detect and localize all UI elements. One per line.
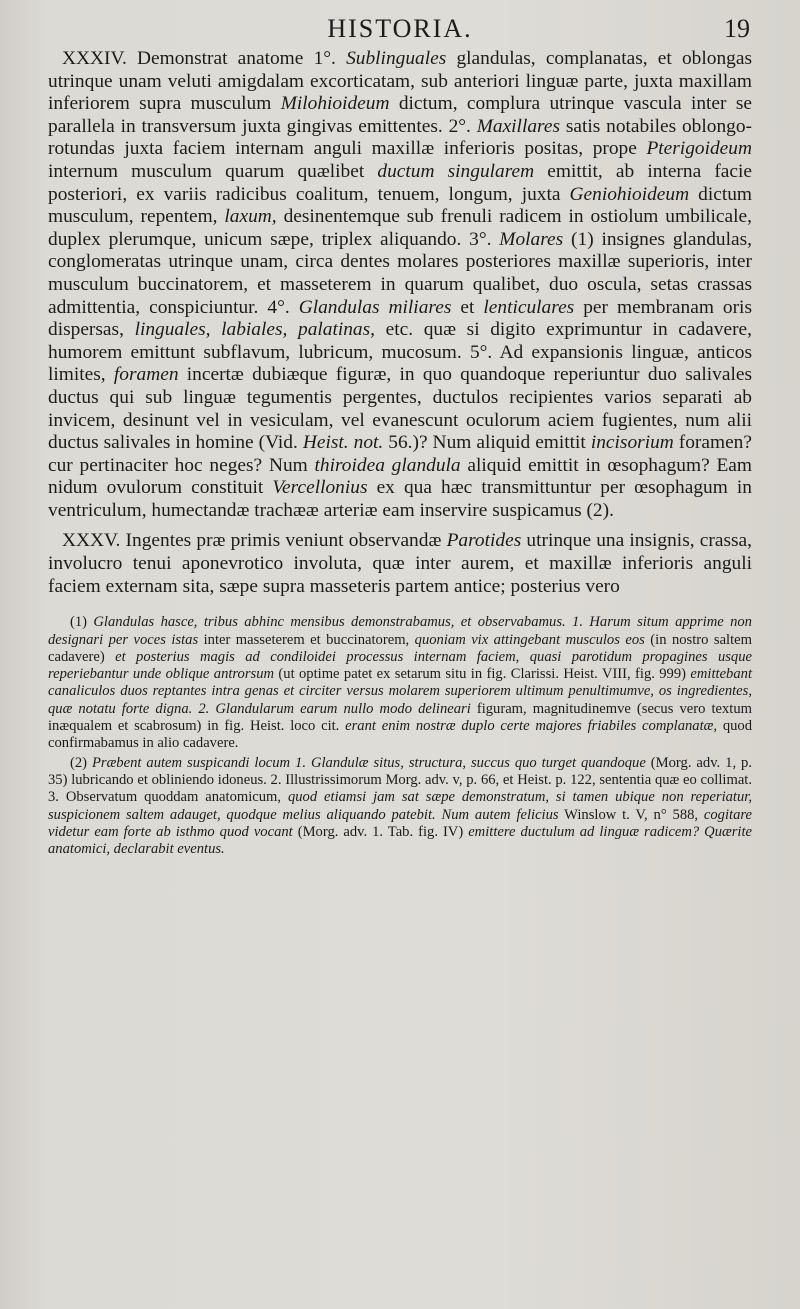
- italic-run: cogitare videtur eam forte ab isthmo quod vocant: [48, 806, 752, 840]
- text-run: quod confirmabamus in alio cadavere.: [48, 718, 753, 752]
- footnote-marker: (2): [70, 754, 92, 771]
- text-run: desinentemque sub frenuli radicem in ostiolum umbilicale, duplex plerumque, unicum sæpe, triplex aliquando. 3°.: [48, 206, 752, 250]
- footnote-marker: (1): [70, 614, 94, 631]
- text-run: emittit, ab interna facie posteriori, ex variis radicibus coalitum, tenuem, longum, juxta: [48, 160, 752, 205]
- text-run: satis notabiles oblongo-rotundas juxta faciem internam anguli maxillæ inferioris positas, prope: [48, 115, 752, 160]
- italic-term: Pterigoideum: [646, 138, 752, 160]
- italic-term: laxum,: [224, 206, 277, 228]
- italic-run: emittere ductulum ad linguæ radicem? Quærite anatomici, declarabit eventus.: [48, 823, 752, 858]
- text-run: etc. quæ si digito exprimuntur in cadavere, humorem emittunt subflavum, lubricum, mucosum. 5°. Ad expansionis linguæ, anticos limites,: [48, 319, 752, 386]
- text-run: dictum musculum, repentem,: [48, 183, 753, 228]
- text-run: (Morg. adv. 1. Tab. fig. IV): [292, 823, 469, 840]
- italic-term: thiroidea glandula: [314, 454, 461, 476]
- footnote-1: [48, 614, 752, 752]
- italic-run: emittebant canaliculos duos reptantes intra genas et circiter versus molarem superiorem ultimum penultimumve, os ingredientes, quæ notatu forte digna. 2. Glandularum earum nullo modo delineari: [48, 666, 752, 717]
- running-title: HISTORIA.: [327, 14, 473, 43]
- text-run: et: [451, 296, 484, 318]
- italic-term: Sublinguales: [346, 48, 447, 69]
- text-run: (1) insignes glandulas, conglomeratas utrinque unam, circa dentes molares posteriores maxillæ superioris, inter musculum buccinatorem, et masseterem in quarum qualibet, duo oscula, setas crassas admittentia, conspiciuntur. 4°.: [48, 228, 753, 318]
- text-run: (Morg. adv. 1, p. 35) lubricando et obliniendo idoneus. 2. Illustrissimorum Morg. adv. v, p. 66, et Heist. p. 122, sententia quæ eo collimat. 3. Observatum quoddam anatomicum,: [48, 754, 753, 806]
- italic-run: Præbent autem suspicandi locum 1. Glandulæ situs, structura, succus quo turget quandoque: [91, 754, 646, 771]
- text-run: (in nostro saltem cadavere): [48, 631, 752, 665]
- text-run: per membranam oris dispersas,: [48, 296, 752, 341]
- italic-term: Vercellonius: [272, 477, 368, 499]
- italic-term: Maxillares: [476, 115, 561, 137]
- text-run: utrinque una insignis, crassa, involucro tenui aponevrotico involuta, quæ inter aurem, et maxillæ inferioris anguli faciem externam sita, sæpe supra masseteris partem antice; posterius vero: [48, 530, 752, 597]
- italic-term: Parotides: [446, 530, 522, 552]
- text-run: Winslow t. V, n° 588,: [558, 806, 704, 823]
- page-header: [48, 0, 752, 44]
- italic-term: ductum singularem: [377, 160, 535, 182]
- paragraph-xxxv: [48, 530, 752, 598]
- italic-term: Glandulas miliares: [298, 296, 452, 318]
- text-run: aliquid emittit in œsophagum? Eam nidum ovulorum constituit: [48, 454, 752, 499]
- text-run: inter masseterem et buccinatorem,: [198, 631, 415, 648]
- italic-run: erant enim nostræ duplo certe majores friabiles complanatæ,: [345, 718, 718, 735]
- text-run: (ut optime patet ex setarum situ in fig. Clarissi. Heist. VIII, fig. 999): [274, 666, 691, 683]
- italic-term: Heist. not.: [302, 432, 384, 454]
- italic-run: Glandulas hasce, tribus abhinc mensibus demonstrabamus, et observabamus. 1. Harum situm apprime non designari per voces istas: [48, 614, 752, 648]
- footnotes: [48, 614, 752, 858]
- italic-term: foramen: [113, 364, 179, 386]
- page-number: 19: [724, 14, 750, 43]
- italic-run: quod etiamsi jam sat sæpe demonstratum, si tamen ubique non reperiatur, suspicionem saltem adauget, quodque melius aliquando patebit. Num autem felicius: [48, 789, 752, 823]
- text-run: glandulas, complanatas, et oblongas utrinque unam veluti amigdalam excorticatam, sub anteriori linguæ parte, juxta maxillam inferiorem supra musculum: [48, 48, 753, 115]
- italic-term: incisorium: [590, 432, 674, 454]
- italic-run: et posterius magis ad condiloidei processus internam faciem, quasi parotidum propagines usque reperiebantur unde oblique antrorsum: [48, 648, 752, 683]
- text-run: figuram, magnitudinemve (secus vero textum inæqualem et scabrosum) in fig. Heist. loco cit.: [48, 700, 752, 735]
- main-text: [48, 48, 752, 598]
- italic-term: Milohioideum: [280, 93, 390, 115]
- footnote-2: [48, 755, 752, 859]
- italic-run: quoniam vix attingebant musculos eos: [414, 631, 645, 648]
- italic-term: linguales, labiales, palatinas,: [134, 319, 376, 341]
- text-run: internum musculum quarum quælibet: [48, 160, 378, 182]
- text-run: foramen? cur pertinaciter hoc neges? Num: [48, 432, 752, 476]
- italic-term: Geniohioideum: [569, 183, 690, 205]
- text-run: 56.)? Num aliquid emittit: [383, 432, 591, 454]
- text-run: incertæ dubiæque figuræ, in quo quandoque reperiuntur duo salivales ductus qui sub linguæ tegumentis pergentes, ductulos recipientes varios separati ab invicem, desinunt vel in vesiculam, vel evanescunt oculorum aciem fugientes, num alii ductus salivales in homine (Vid.: [48, 364, 752, 454]
- paragraph-xxxiv: [48, 48, 752, 522]
- italic-term: Molares: [499, 228, 564, 250]
- italic-term: lenticulares: [483, 296, 575, 318]
- text-run: XXXV. Ingentes præ primis veniunt observandæ: [62, 530, 447, 552]
- text-run: dictum, complura utrinque vascula inter se parallela in transversum juxta gingivas emittentes. 2°.: [48, 93, 753, 137]
- text-run: ex qua hæc transmittuntur per œsophagum in ventriculum, humectandæ trachææ arteriæ eam inservire suspicamus (2).: [48, 477, 752, 521]
- text-run: XXXIV. Demonstrat anatome 1°.: [62, 48, 347, 69]
